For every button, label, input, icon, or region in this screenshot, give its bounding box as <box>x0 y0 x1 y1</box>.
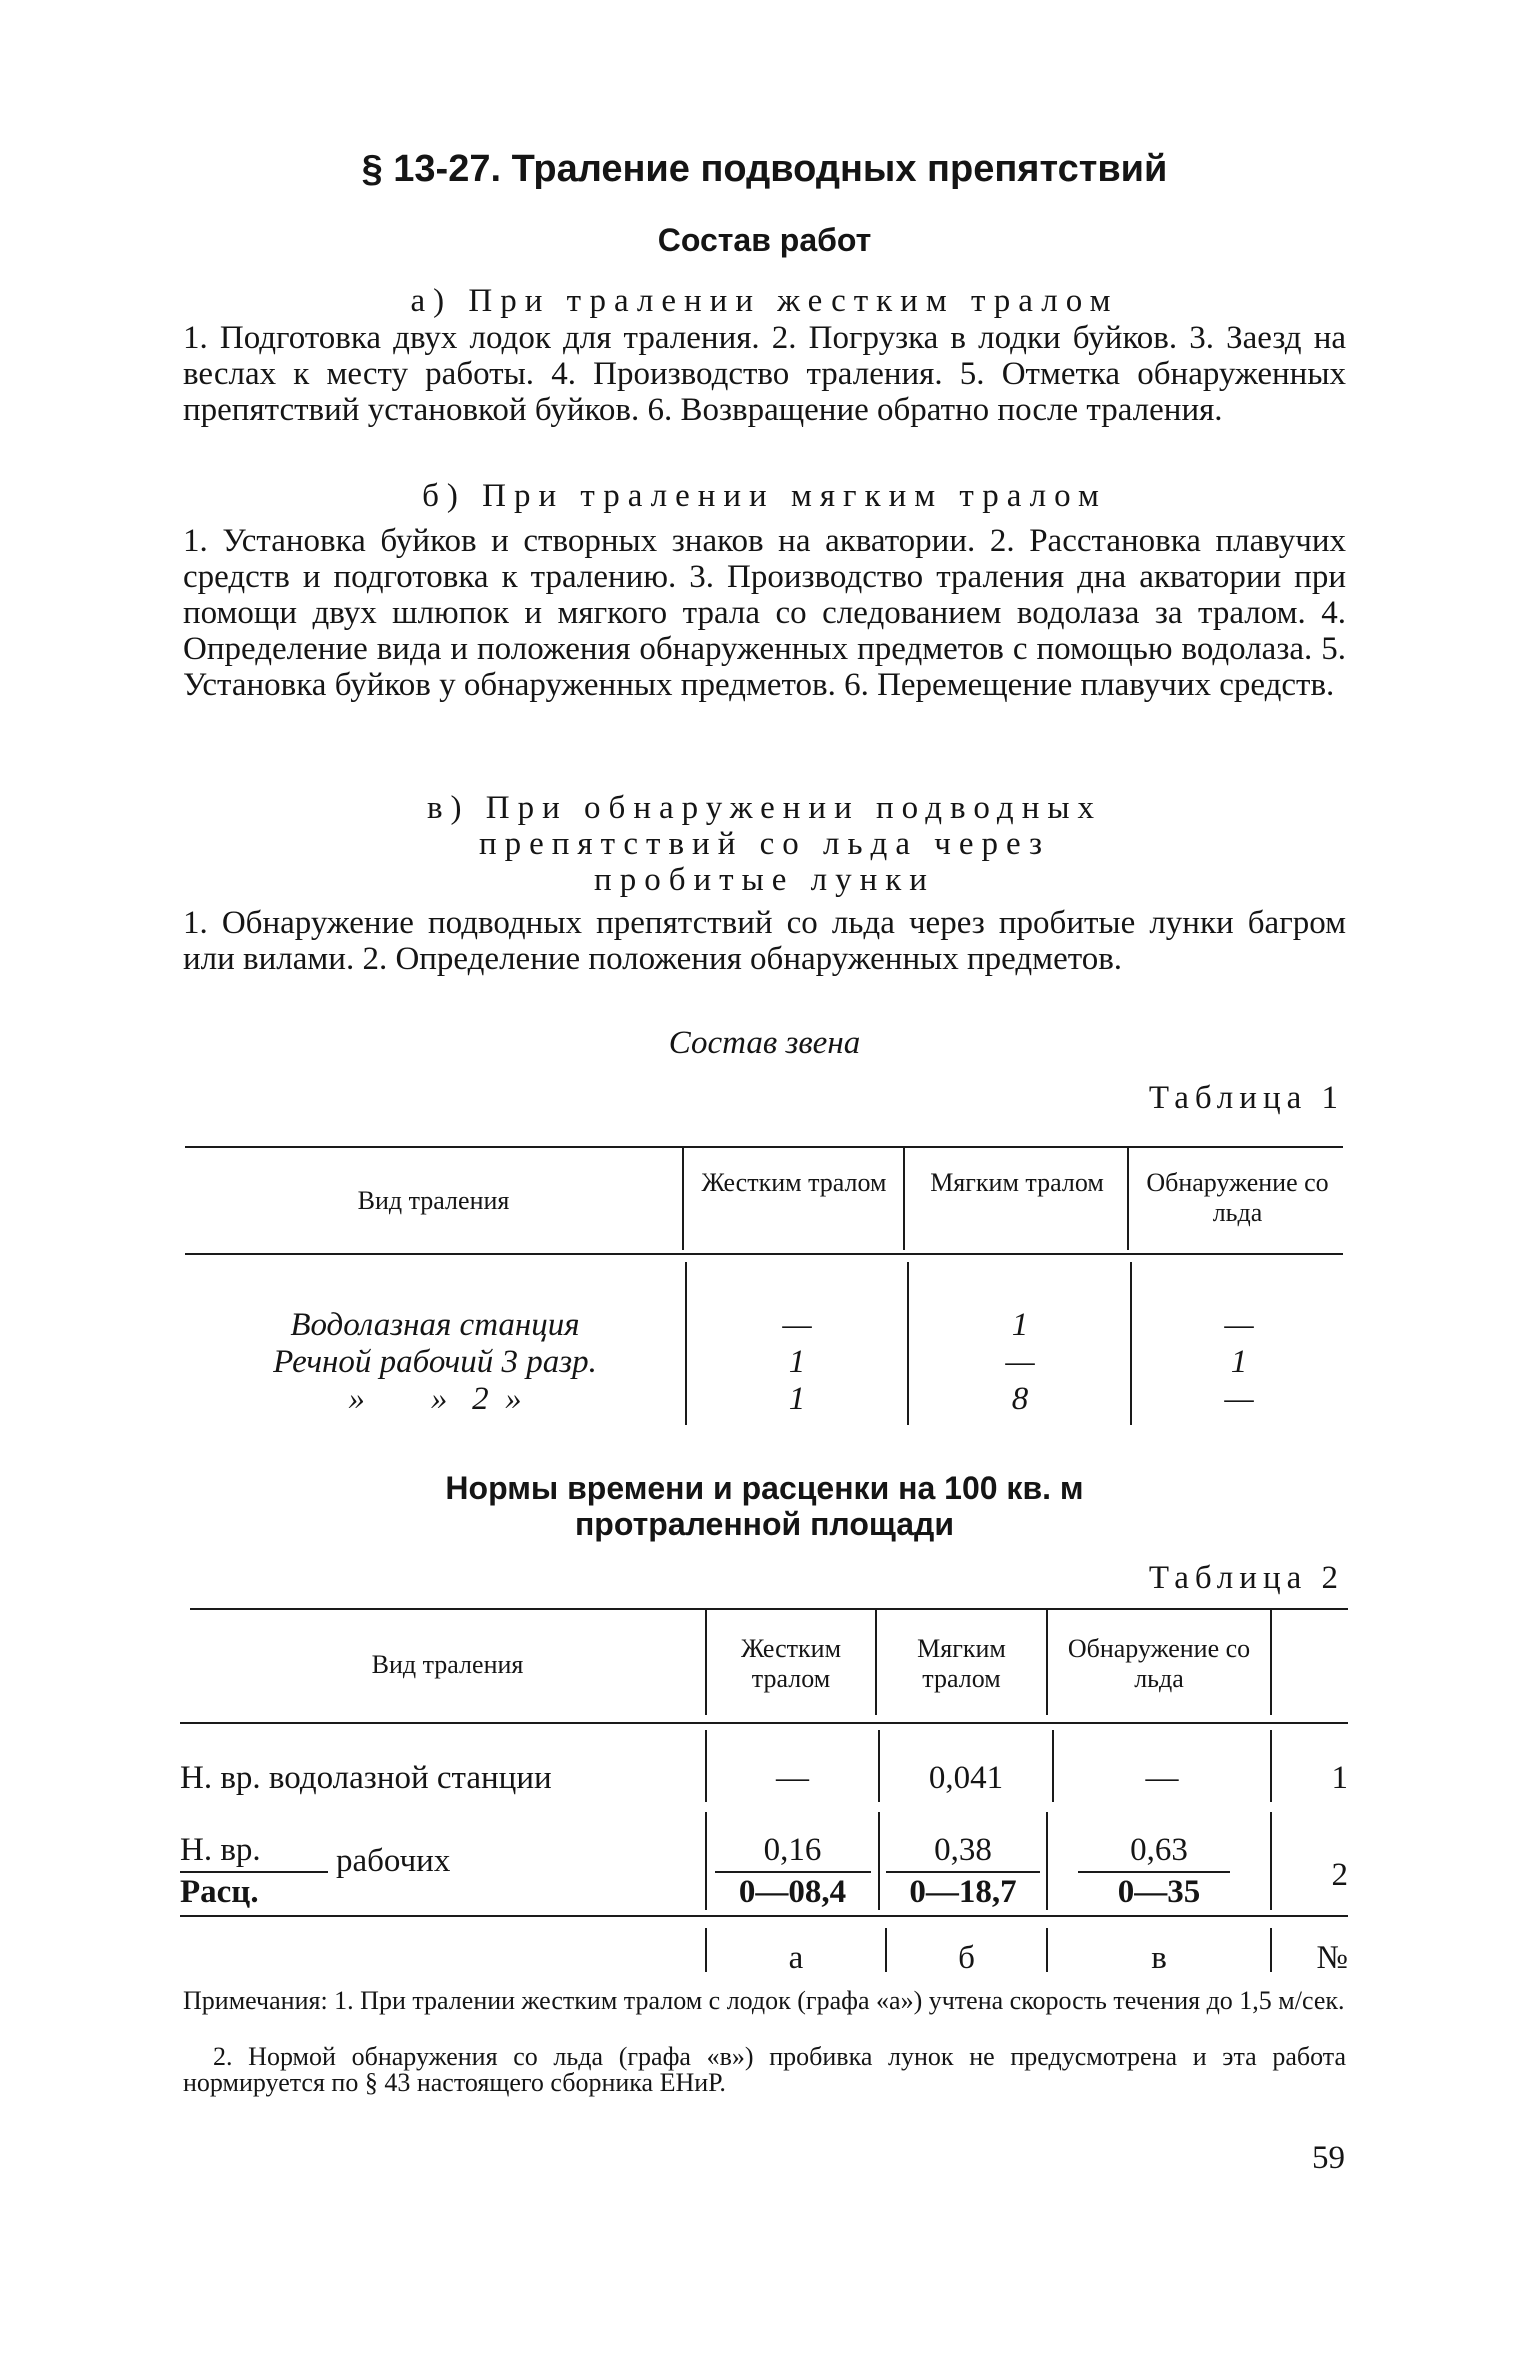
table2-header-ice: Обнаружение со льда <box>1067 1634 1251 1693</box>
table1-header-rule <box>185 1253 1343 1255</box>
table2-bottom-rule <box>180 1915 1348 1917</box>
section-a-heading: а) При тралении жестким тралом <box>410 283 1119 319</box>
fraction-bar <box>180 1871 328 1873</box>
table2-cell-time: 0,38 <box>934 1832 992 1868</box>
table1-top-rule <box>185 1146 1343 1148</box>
table2-cell-time: 0,16 <box>763 1832 822 1868</box>
table1-label: Таблица 1 <box>1148 1080 1344 1116</box>
section-b-heading: б) При тралении мягким тралом <box>422 478 1107 514</box>
table2-column-letter: в <box>1151 1940 1167 1976</box>
table1-header-rigid: Жестким тралом <box>701 1168 887 1197</box>
table1-header-ice: Обнаружение со льда <box>1146 1168 1329 1227</box>
table1-vline <box>907 1262 909 1425</box>
table2-row1-name: Н. вр. водолазной станции <box>180 1760 552 1796</box>
table2-column-letter: а <box>788 1940 804 1976</box>
table1-cell: 1 <box>788 1381 806 1417</box>
table1-vline <box>1130 1262 1132 1425</box>
table2-cell-time: 0,63 <box>1130 1832 1188 1868</box>
table1-row-name: Речной рабочий 3 разр. <box>273 1344 597 1380</box>
norms-heading-line1: Нормы времени и расценки на 100 кв. м <box>445 1470 1084 1506</box>
table1-cell: 1 <box>1011 1307 1029 1343</box>
table1-cell: 1 <box>1230 1344 1248 1380</box>
section-b-text: 1. Установка буйков и створных знаков на акватории. 2. Расстановка плавучих средств и подготовка к тралению. 3. Производство траления дна акватории при помощи двух шлюпок и мягкого трала со следованием водолаза за тралом. 4. Определение вида и положения обнаруженных предметов с помощью водолаза. 5. Установка буйков у обнаруженных предметов. 6. Перемещение плавучих средств. <box>183 523 1346 703</box>
section-c-text: 1. Обнаружение подводных препятствий со льда через пробитые лунки багром или вилами. 2. Определение положения обнаруженных предметов. <box>183 905 1346 977</box>
table1-cell: — <box>1005 1344 1035 1380</box>
table2-vline <box>1270 1608 1272 1715</box>
section-c-heading-line3: пробитые лунки <box>594 862 935 898</box>
fraction-bar <box>1078 1871 1230 1873</box>
table2-cell-rate: 0—08,4 <box>738 1874 847 1910</box>
table2-header-soft: Мягким тралом <box>917 1634 1006 1693</box>
table2-column-number-sign: № <box>1316 1940 1348 1976</box>
table2-header-rigid: Жестким тралом <box>740 1634 842 1693</box>
table1-vline <box>903 1146 905 1250</box>
table2-row2-name-top: Н. вр. <box>180 1832 261 1868</box>
note-2: 2. Нормой обнаружения со льда (графа «в») пробивка лунок не предусмотрена и эта работа нормируется по § 43 настоящего сборника ЕНиР. <box>183 2042 1346 2097</box>
table2-header-rule <box>180 1722 1348 1724</box>
table1-cell: — <box>1224 1381 1254 1417</box>
table2-header-kind: Вид траления <box>371 1650 524 1679</box>
table1-vline <box>682 1146 684 1250</box>
table1-vline <box>685 1262 687 1425</box>
table2-cell: — <box>776 1760 809 1796</box>
table1-cell: 1 <box>788 1344 806 1380</box>
table1-cell: — <box>1224 1307 1254 1343</box>
table1-cell: — <box>782 1307 812 1343</box>
table2-cell-rate: 0—18,7 <box>909 1874 1017 1910</box>
table2-row2-name-mid: рабочих <box>336 1843 451 1879</box>
page-number: 59 <box>1312 2140 1345 2176</box>
table1-vline <box>1127 1146 1129 1250</box>
table2-row2-name-bottom: Расц. <box>180 1874 259 1910</box>
fraction-bar <box>715 1871 871 1873</box>
table1-cell: 8 <box>1011 1381 1029 1417</box>
table2-row-number: 2 <box>1331 1857 1348 1893</box>
crew-heading: Состав звена <box>668 1025 861 1061</box>
table2-label: Таблица 2 <box>1148 1560 1344 1596</box>
section-a-text: 1. Подготовка двух лодок для траления. 2. Погрузка в лодки буйков. 3. Заезд на веслах к месту работы. 4. Производство траления. 5. Отметка обнаруженных препятствий установкой буйков. 6. Возвращение обратно после траления. <box>183 320 1346 428</box>
section-c-heading-line2: препятствий со льда через <box>478 826 1051 862</box>
table1-header-soft: Мягким тралом <box>930 1168 1104 1197</box>
table1-row-name: » » 2 » <box>348 1381 522 1417</box>
table2-column-letter: б <box>958 1940 975 1976</box>
note-1: Примечания: 1. При тралении жестким тралом с лодок (графа «а») учтена скорость течения до 1,5 м/сек. <box>183 1986 1345 2015</box>
table2-top-rule <box>190 1608 1348 1610</box>
section-c-heading-line1: в) При обнаружении подводных <box>426 790 1103 826</box>
table2-cell-rate: 0—35 <box>1117 1874 1201 1910</box>
fraction-bar <box>886 1871 1040 1873</box>
composition-heading: Состав работ <box>657 222 872 258</box>
norms-heading-line2: протраленной площади <box>574 1506 955 1542</box>
table2-cell: 0,041 <box>928 1760 1004 1796</box>
table1-header-kind: Вид траления <box>357 1186 510 1215</box>
section-title: § 13-27. Траление подводных препятствий <box>361 148 1168 190</box>
table2-row-number: 1 <box>1331 1760 1348 1796</box>
table2-cell: — <box>1145 1760 1179 1796</box>
table1-row-name: Водолазная станция <box>290 1307 580 1343</box>
